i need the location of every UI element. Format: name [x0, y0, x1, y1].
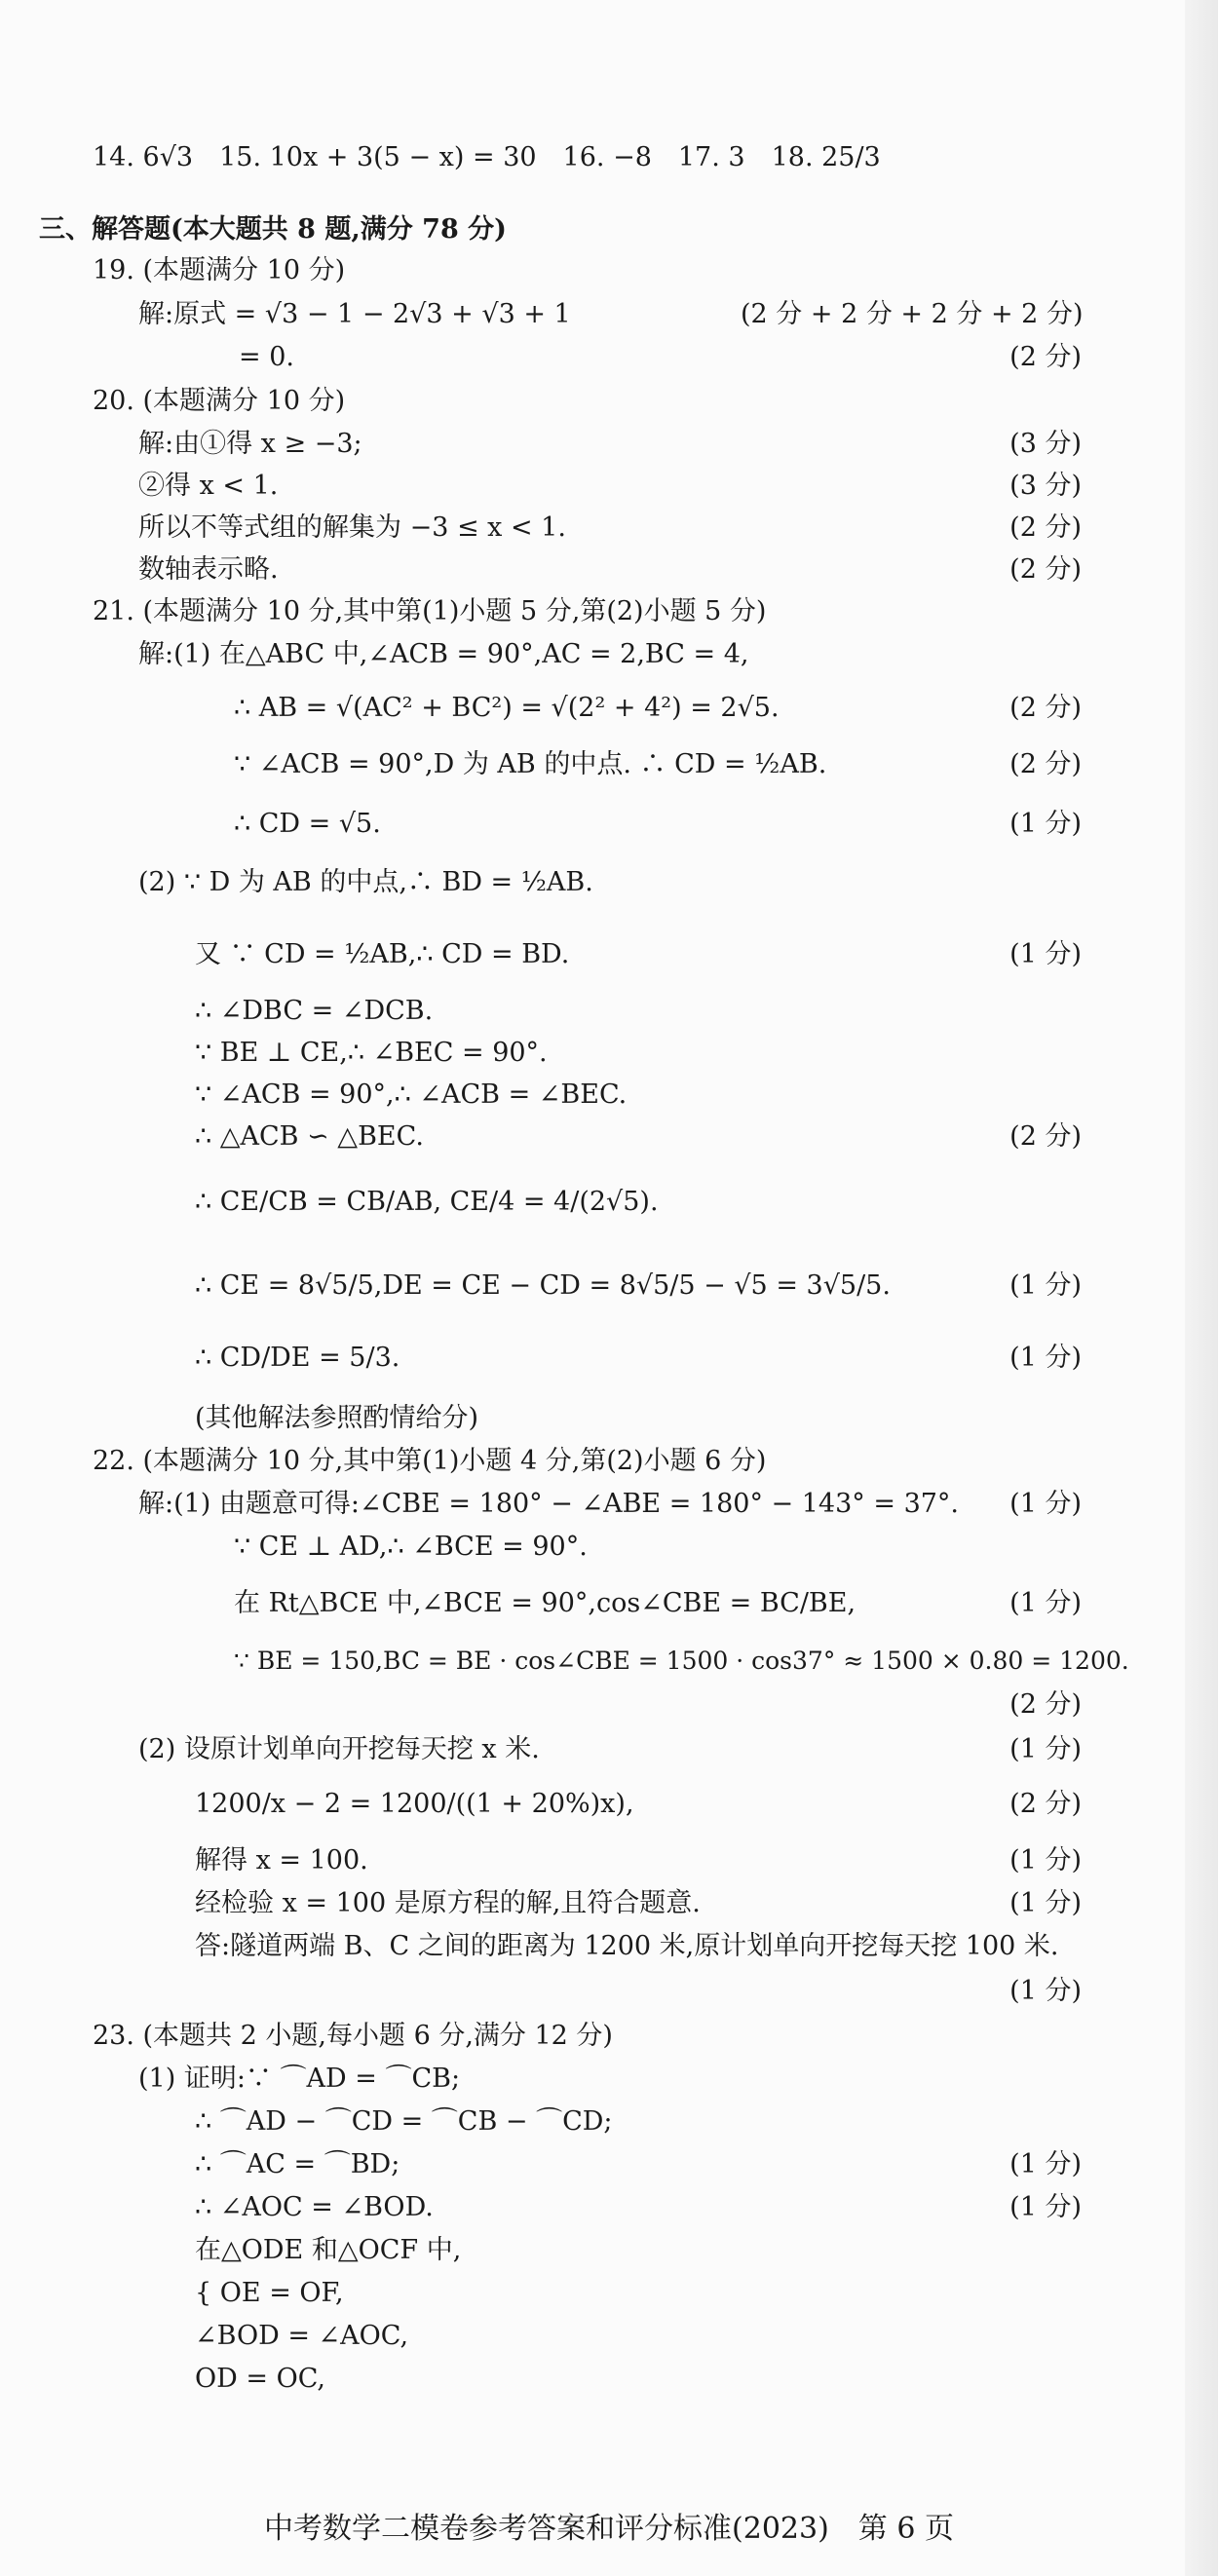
q21-score: (1 分): [1009, 809, 1082, 839]
q21-line: ∵ ∠ACB = 90°,D 为 AB 的中点. ∴ CD = ½AB.: [234, 749, 827, 779]
section-heading: 三、解答题(本大题共 8 题,满分 78 分): [39, 214, 507, 245]
q20-score: (2 分): [1009, 554, 1082, 585]
q21-score: (2 分): [1009, 749, 1082, 779]
q21-score: (2 分): [1009, 693, 1082, 723]
q21-line: 又 ∵ CD = ½AB,∴ CD = BD.: [195, 939, 570, 969]
q19-score: (2 分): [1009, 342, 1082, 372]
q21-score: (1 分): [1009, 1270, 1082, 1301]
q21-line: ∴ AB = √(AC² + BC²) = √(2² + 4²) = 2√5.: [234, 693, 780, 723]
q22-score: (1 分): [1009, 1489, 1082, 1519]
q21-line: ∴ ∠DBC = ∠DCB.: [195, 996, 434, 1026]
q23-line: ∴ ⌒AD − ⌒CD = ⌒CB − ⌒CD;: [195, 2106, 613, 2137]
q21-line: ∵ BE ⊥ CE,∴ ∠BEC = 90°.: [195, 1038, 548, 1068]
q20-score: (2 分): [1009, 512, 1082, 543]
q22-score: (2 分): [1009, 1789, 1082, 1819]
q19-line: = 0.: [239, 342, 294, 372]
q22-line: 答:隧道两端 B、C 之间的距离为 1200 米,原计划单向开挖每天挖 100 米.: [195, 1931, 1059, 1961]
q23-line: ∠BOD = ∠AOC,: [195, 2321, 409, 2351]
q23-line: (1) 证明:∵ ⌒AD = ⌒CB;: [138, 2064, 461, 2094]
q22-score: (2 分): [1009, 1689, 1082, 1720]
q22-line: ∵ BE = 150,BC = BE · cos∠CBE = 1500 · cos37° ≈ 1500 × 0.80 = 1200.: [234, 1647, 1129, 1675]
q22-line: ∵ CE ⊥ AD,∴ ∠BCE = 90°.: [234, 1532, 588, 1562]
q22-line: 1200/x − 2 = 1200/((1 + 20%)x),: [195, 1789, 634, 1819]
q23-line: { OE = OF,: [195, 2278, 344, 2308]
q22-line: 在 Rt△BCE 中,∠BCE = 90°,cos∠CBE = BC/BE,: [234, 1588, 856, 1618]
q23-score: (1 分): [1009, 2192, 1082, 2222]
q21-note: (其他解法参照酌情给分): [195, 1403, 479, 1433]
q21-line: ∵ ∠ACB = 90°,∴ ∠ACB = ∠BEC.: [195, 1080, 628, 1110]
q22-line: 解:(1) 由题意可得:∠CBE = 180° − ∠ABE = 180° − 143° = 37°.: [138, 1489, 960, 1519]
q23-line: ∴ ⌒AC = ⌒BD;: [195, 2149, 400, 2179]
q22-header: 22. (本题满分 10 分,其中第(1)小题 4 分,第(2)小题 6 分): [93, 1446, 767, 1476]
q21-line: 解:(1) 在△ABC 中,∠ACB = 90°,AC = 2,BC = 4,: [138, 639, 749, 669]
q22-line: 经检验 x = 100 是原方程的解,且符合题意.: [195, 1888, 701, 1918]
page-fold-shadow: [1185, 0, 1218, 2576]
q21-score: (2 分): [1009, 1121, 1082, 1152]
q20-score: (3 分): [1009, 471, 1082, 501]
q21-score: (1 分): [1009, 939, 1082, 969]
q20-score: (3 分): [1009, 429, 1082, 459]
q21-line: ∴ CE = 8√5/5,DE = CE − CD = 8√5/5 − √5 = 3√5/5.: [195, 1270, 891, 1301]
q23-header: 23. (本题共 2 小题,每小题 6 分,满分 12 分): [93, 2021, 613, 2051]
q20-header: 20. (本题满分 10 分): [93, 386, 346, 416]
q20-line: ②得 x < 1.: [138, 471, 279, 501]
q21-line: ∴ CD/DE = 5/3.: [195, 1343, 400, 1373]
q22-score: (1 分): [1009, 1845, 1082, 1875]
q22-score: (1 分): [1009, 1976, 1082, 2006]
q20-line: 所以不等式组的解集为 −3 ≤ x < 1.: [138, 512, 566, 543]
q23-line: 在△ODE 和△OCF 中,: [195, 2235, 462, 2265]
q19-header: 19. (本题满分 10 分): [93, 255, 346, 285]
q22-score: (1 分): [1009, 1888, 1082, 1918]
q22-line: 解得 x = 100.: [195, 1845, 368, 1875]
q21-score: (1 分): [1009, 1343, 1082, 1373]
page-footer: 中考数学二模卷参考答案和评分标准(2023) 第 6 页: [264, 2512, 954, 2546]
q19-score: (2 分 + 2 分 + 2 分 + 2 分): [741, 299, 1084, 329]
q19-line: 解:原式 = √3 − 1 − 2√3 + √3 + 1: [138, 299, 571, 329]
q20-line: 解:由①得 x ≥ −3;: [138, 429, 362, 459]
q22-line: (2) 设原计划单向开挖每天挖 x 米.: [138, 1734, 540, 1764]
q21-header: 21. (本题满分 10 分,其中第(1)小题 5 分,第(2)小题 5 分): [93, 596, 767, 626]
q23-score: (1 分): [1009, 2149, 1082, 2179]
q21-line: ∴ CD = √5.: [234, 809, 381, 839]
fill-in-answers: 14. 6√3 15. 10x + 3(5 − x) = 30 16. −8 17. 3 18. 25/3: [93, 142, 881, 172]
q23-line: ∴ ∠AOC = ∠BOD.: [195, 2192, 434, 2222]
q20-line: 数轴表示略.: [138, 554, 279, 585]
q22-score: (1 分): [1009, 1588, 1082, 1618]
q22-score: (1 分): [1009, 1734, 1082, 1764]
q21-line: ∴ △ACB ∽ △BEC.: [195, 1121, 424, 1152]
q23-line: OD = OC,: [195, 2364, 325, 2394]
q21-line: (2) ∵ D 为 AB 的中点,∴ BD = ½AB.: [138, 867, 593, 897]
q21-line: ∴ CE/CB = CB/AB, CE/4 = 4/(2√5).: [195, 1187, 659, 1217]
